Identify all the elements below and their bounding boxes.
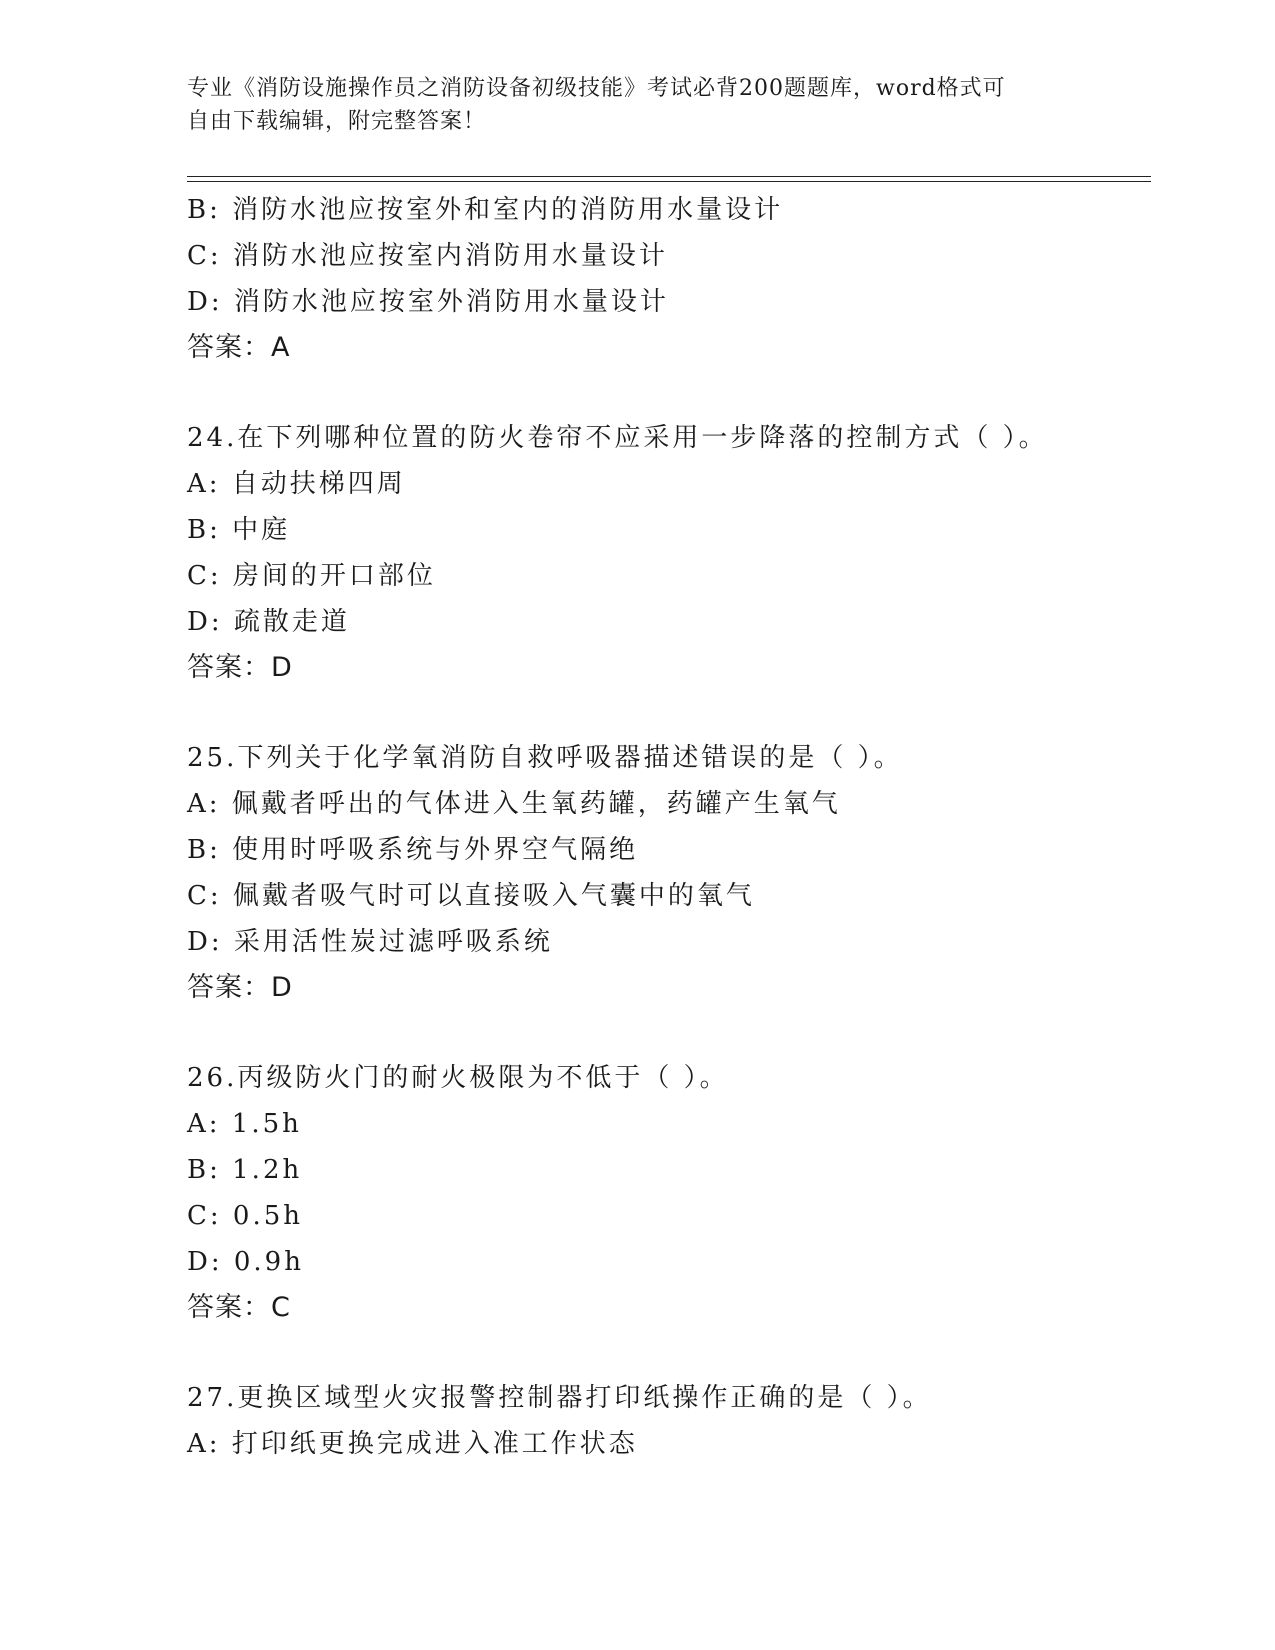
question-stem: 27.更换区域型火灾报警控制器打印纸操作正确的是（ ）。 — [187, 1383, 932, 1413]
question-27 — [187, 1375, 1151, 1467]
option-d: D: 疏散走道 — [187, 607, 350, 637]
answer-line: 答案：D — [187, 652, 293, 683]
question-stem: 25.下列关于化学氧消防自救呼吸器描述错误的是（ ）。 — [187, 743, 903, 773]
option-c: C: 0.5h — [187, 1201, 304, 1231]
option-a: A: 打印纸更换完成进入准工作状态 — [187, 1429, 638, 1459]
question-stem: 24.在下列哪种位置的防火卷帘不应采用一步降落的控制方式（ ）。 — [187, 423, 1048, 453]
option-b: B: 中庭 — [187, 515, 291, 545]
answer-line: 答案：C — [187, 1292, 291, 1323]
option-c: C: 消防水池应按室内消防用水量设计 — [187, 241, 668, 271]
option-a: A: 佩戴者呼出的气体进入生氧药罐，药罐产生氧气 — [187, 789, 841, 819]
document-header — [187, 72, 1087, 138]
answer-line: 答案：D — [187, 972, 293, 1003]
question-list — [187, 187, 1151, 1467]
option-b: B: 1.2h — [187, 1155, 303, 1185]
question-24 — [187, 415, 1151, 691]
question-26 — [187, 1055, 1151, 1331]
header-divider-bottom — [187, 181, 1151, 182]
option-b: B: 消防水池应按室外和室内的消防用水量设计 — [187, 195, 784, 225]
header-divider-top — [187, 176, 1151, 177]
header-line-2: 自由下载编辑，附完整答案！ — [187, 109, 487, 134]
option-c: C: 佩戴者吸气时可以直接吸入气囊中的氧气 — [187, 881, 755, 911]
header-line-1: 专业《消防设施操作员之消防设备初级技能》考试必背200题题库，word格式可 — [187, 76, 1006, 101]
option-d: D: 0.9h — [187, 1247, 304, 1277]
question-stem: 26.丙级防火门的耐火极限为不低于（ ）。 — [187, 1063, 729, 1093]
answer-line: 答案：A — [187, 332, 291, 363]
option-a: A: 自动扶梯四周 — [187, 469, 406, 499]
question-25 — [187, 735, 1151, 1011]
option-b: B: 使用时呼吸系统与外界空气隔绝 — [187, 835, 639, 865]
option-d: D: 消防水池应按室外消防用水量设计 — [187, 287, 669, 317]
option-d: D: 采用活性炭过滤呼吸系统 — [187, 927, 553, 957]
continued-question-block — [187, 187, 1151, 371]
option-c: C: 房间的开口部位 — [187, 561, 436, 591]
option-a: A: 1.5h — [187, 1109, 302, 1139]
